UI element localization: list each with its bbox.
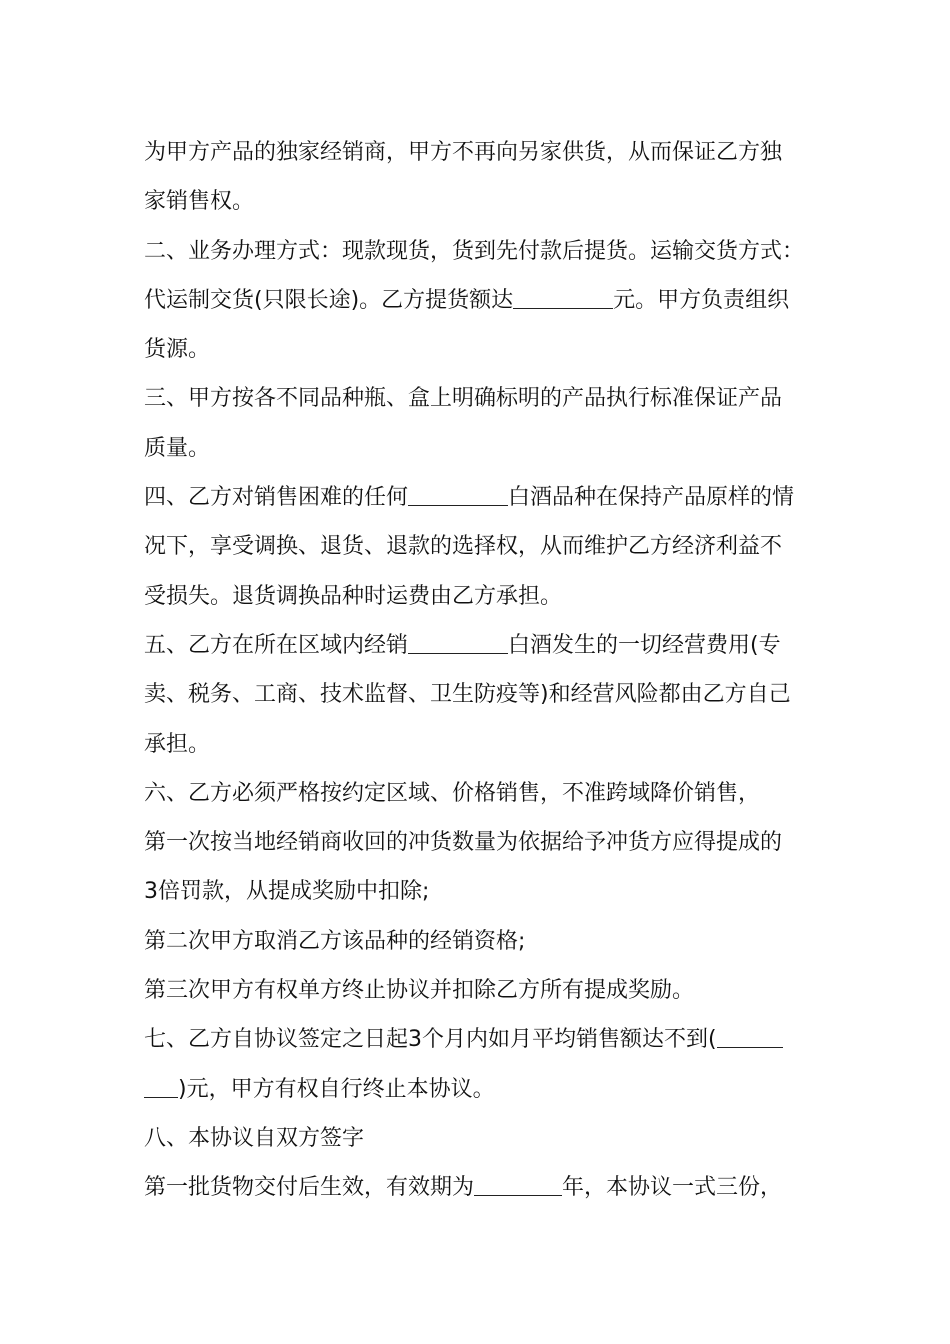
line-text: 白酒品种在保持产品原样的情 bbox=[508, 485, 795, 511]
contract-body bbox=[144, 128, 812, 1213]
text-line bbox=[144, 128, 812, 177]
fill-in-blank bbox=[513, 286, 613, 309]
line-text: 二、业务办理方式：现款现货，货到先付款后提货。运输交货方式： bbox=[144, 238, 805, 264]
line-text: 第一批货物交付后生效，有效期为 bbox=[144, 1175, 475, 1201]
line-text: 质量。 bbox=[144, 435, 211, 461]
line-text: 受损失。退货调换品种时运费由乙方承担。 bbox=[144, 583, 563, 609]
clause-5-title bbox=[144, 621, 812, 670]
line-text: 第二次甲方取消乙方该品种的经销资格; bbox=[144, 928, 526, 954]
text-line bbox=[144, 325, 812, 374]
text-line bbox=[144, 572, 812, 621]
line-text: 元。甲方负责组织 bbox=[613, 287, 790, 313]
line-text: 三、甲方按各不同品种瓶、盒上明确标明的产品执行标准保证产品 bbox=[144, 386, 783, 412]
text-line bbox=[144, 670, 812, 719]
line-text: 七、乙方自协议签定之日起3个月内如月平均销售额达不到( bbox=[144, 1027, 717, 1053]
text-line bbox=[144, 177, 812, 226]
text-line bbox=[144, 1065, 812, 1114]
line-text: 年，本协议一式三份， bbox=[562, 1175, 783, 1201]
clause-8-title bbox=[144, 1114, 812, 1163]
line-text: 第一次按当地经销商收回的冲货数量为依据给予冲货方应得提成的 bbox=[144, 830, 783, 856]
line-text: 卖、税务、工商、技术监督、卫生防疫等)和经营风险都由乙方自己 bbox=[144, 682, 791, 708]
text-line bbox=[144, 966, 812, 1015]
text-line bbox=[144, 1163, 812, 1212]
fill-in-blank bbox=[408, 483, 508, 506]
text-line bbox=[144, 867, 812, 916]
line-text: 为甲方产品的独家经销商，甲方不再向另家供货，从而保证乙方独 bbox=[144, 140, 783, 165]
line-text: 五、乙方在所在区域内经销 bbox=[144, 632, 409, 658]
line-text: 况下，享受调换、退货、退款的选择权，从而维护乙方经济利益不 bbox=[144, 534, 783, 560]
line-text: 3倍罚款，从提成奖励中扣除; bbox=[144, 879, 430, 905]
clause-7-title bbox=[144, 1015, 812, 1064]
text-line bbox=[144, 917, 812, 966]
line-text: 第三次甲方有权单方终止协议并扣除乙方所有提成奖励。 bbox=[144, 978, 695, 1004]
text-line bbox=[144, 818, 812, 867]
clause-3-title bbox=[144, 374, 812, 423]
line-text: 八、本协议自双方签字 bbox=[144, 1125, 365, 1151]
text-line bbox=[144, 522, 812, 571]
text-line bbox=[144, 720, 812, 769]
text-line bbox=[144, 276, 812, 325]
fill-in-blank bbox=[408, 631, 508, 654]
fill-in-blank bbox=[144, 1075, 178, 1098]
line-text: 四、乙方对销售困难的任何 bbox=[144, 485, 409, 511]
line-text: )元，甲方有权自行终止本协议。 bbox=[178, 1076, 495, 1102]
text-line bbox=[144, 424, 812, 473]
line-text: 六、乙方必须严格按约定区域、价格销售，不准跨域降价销售， bbox=[144, 780, 761, 806]
line-text: 货源。 bbox=[144, 337, 211, 363]
clause-2-title bbox=[144, 227, 812, 276]
line-text: 家销售权。 bbox=[144, 189, 255, 215]
clause-6-title bbox=[144, 769, 812, 818]
line-text: 承担。 bbox=[144, 731, 211, 757]
line-text: 代运制交货(只限长途)。乙方提货额达 bbox=[144, 287, 514, 313]
line-text: 白酒发生的一切经营费用(专 bbox=[508, 632, 781, 658]
fill-in-blank bbox=[474, 1173, 562, 1196]
clause-4-title bbox=[144, 473, 812, 522]
fill-in-blank bbox=[717, 1025, 783, 1048]
